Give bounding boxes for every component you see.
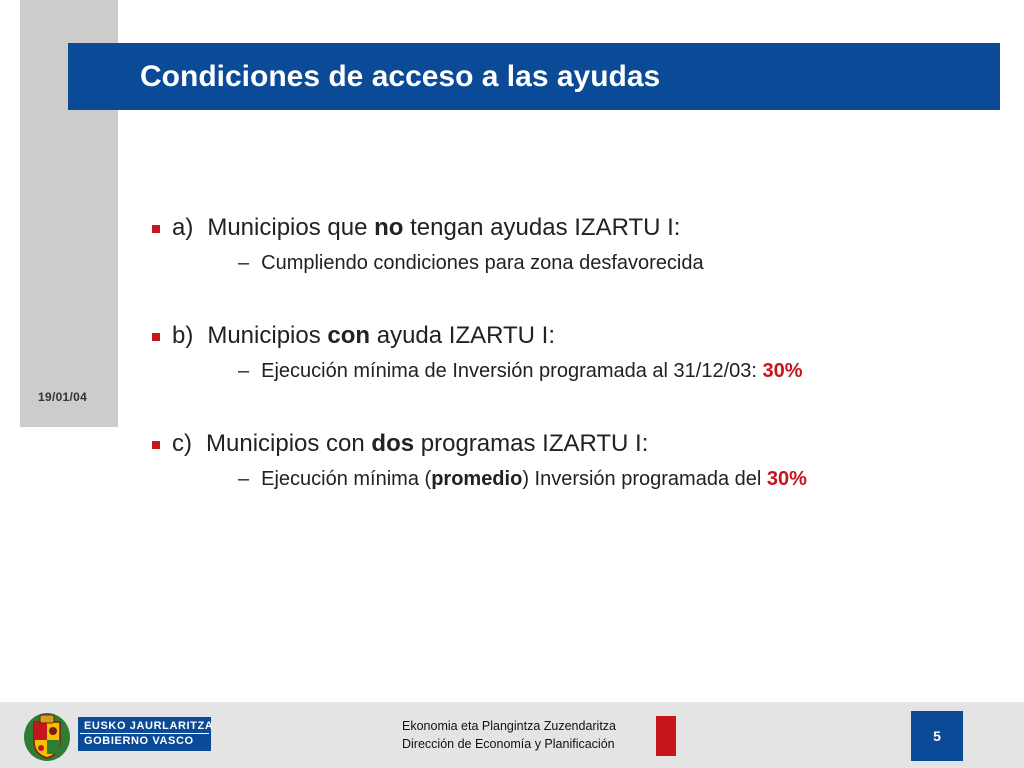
dash-bullet: –	[238, 359, 250, 382]
footer-bar	[0, 702, 1024, 768]
list-item	[152, 210, 992, 278]
logo-line-2: GOBIERNO VASCO	[80, 733, 209, 748]
logo-line-1: EUSKO JAURLARITZA	[84, 720, 214, 732]
bullet-main	[152, 426, 992, 462]
sub-text: Ejecución mínima (promedio) Inversión programada del 30%	[261, 467, 807, 490]
dash-bullet: –	[238, 467, 250, 490]
dash-bullet: –	[238, 251, 250, 274]
slide-date: 19/01/04	[38, 390, 88, 404]
square-bullet-icon	[152, 333, 160, 341]
square-bullet-icon	[152, 225, 160, 233]
gov-logo-text	[78, 717, 214, 751]
dept-line-2: Dirección de Economía y Planificación	[402, 737, 615, 751]
page-number: 5	[911, 711, 963, 761]
item-letter: b)	[172, 322, 194, 349]
sub-text: Ejecución mínima de Inversión programada al 31/12/03: 30%	[261, 359, 803, 382]
item-text: Municipios con dos programas IZARTU I:	[206, 430, 649, 457]
list-item	[152, 426, 992, 494]
dept-line-1: Ekonomia eta Plangintza Zuzendaritza	[402, 719, 617, 733]
bullet-main	[152, 210, 992, 246]
square-bullet-icon	[152, 441, 160, 449]
red-accent-block	[656, 716, 676, 756]
sub-text: Cumpliendo condiciones para zona desfavorecida	[261, 251, 704, 274]
item-letter: a)	[172, 214, 194, 241]
list-item	[152, 318, 992, 386]
slide-title: Condiciones de acceso a las ayudas	[140, 60, 661, 93]
bullet-main	[152, 318, 992, 354]
bullet-sub	[238, 464, 992, 494]
title-bar	[68, 43, 1000, 110]
coat-of-arms-icon	[22, 710, 72, 762]
item-letter: c)	[172, 430, 192, 457]
highlight-percent: 30%	[766, 467, 807, 490]
bullet-list	[152, 210, 992, 494]
item-text: Municipios que no tengan ayudas IZARTU I:	[207, 214, 681, 241]
bullet-sub	[238, 248, 992, 278]
item-text: Municipios con ayuda IZARTU I:	[207, 322, 556, 349]
bullet-sub	[238, 356, 992, 386]
highlight-percent: 30%	[762, 359, 803, 382]
department-label	[402, 717, 616, 753]
